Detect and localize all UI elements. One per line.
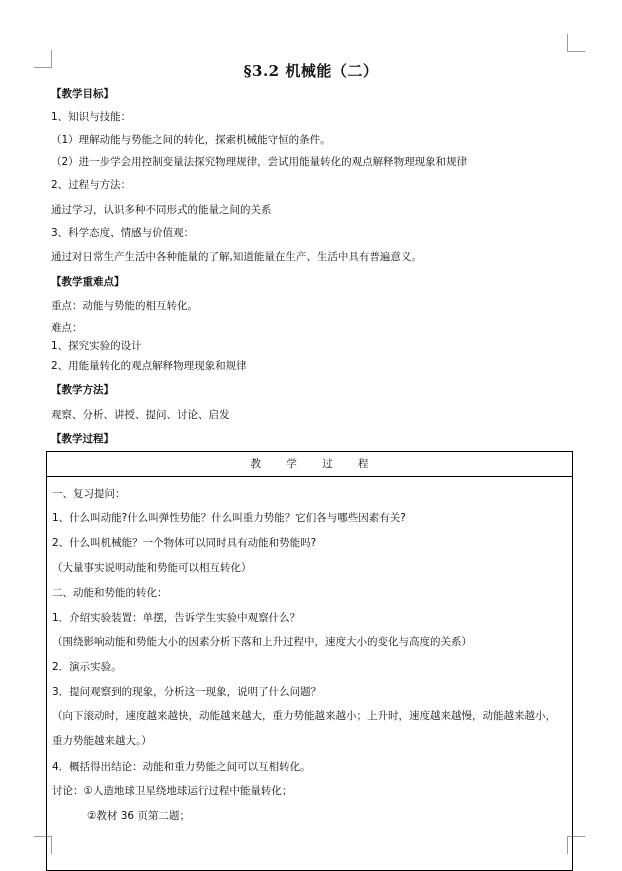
text-line: 观察、分析、讲授、提问、讨论、启发: [51, 409, 230, 421]
page-title: §3.2 机械能（二）: [243, 62, 379, 80]
teaching-process-table: [46, 451, 573, 871]
heading-teaching-methods: 【教学方法】: [51, 384, 114, 396]
text-line: 2、用能量转化的观点解释物理现象和规律: [51, 360, 247, 372]
text-line: 重点：动能与势能的相互转化。: [51, 300, 198, 312]
corner-mark-top-right: [567, 34, 585, 52]
text-line: （1）理解动能与势能之间的转化，探索机械能守恒的条件。: [51, 134, 331, 146]
table-row: （大量事实说明动能和势能可以相互转化）: [52, 562, 252, 574]
text-line: 3、科学态度、情感与价值观：: [51, 227, 195, 239]
table-row: ②教材 36 页第二题；: [87, 810, 190, 822]
table-row: （围绕影响动能和势能大小的因素分析下落和上升过程中，速度大小的变化与高度的关系）: [52, 636, 472, 648]
text-line: 1、知识与技能：: [51, 111, 132, 123]
heading-teaching-process: 【教学过程】: [51, 433, 114, 445]
table-header: 教 学 过 程: [47, 452, 572, 477]
text-line: 1、探究实验的设计: [51, 340, 142, 352]
table-row: 讨论：①人造地球卫星绕地球运行过程中能量转化；: [52, 785, 293, 797]
table-row: 1．介绍实验装置：单摆，告诉学生实验中观察什么？: [52, 612, 301, 624]
text-line: 通过学习，认识多种不同形式的能量之间的关系: [51, 204, 272, 216]
text-line: 难点：: [51, 322, 83, 334]
table-row: 一、复习提问：: [52, 488, 126, 500]
text-line: 2、过程与方法：: [51, 179, 132, 191]
table-row: 二、动能和势能的转化：: [52, 587, 168, 599]
text-line: 通过对日常生产生活中各种能量的了解,知道能量在生产、生活中具有普遍意义。: [51, 251, 422, 263]
table-row: 2．演示实验。: [52, 661, 122, 673]
table-row: 3．提问观察到的现象，分析这一现象，说明了什么问题？: [52, 686, 322, 698]
table-row: 4．概括得出结论：动能和重力势能之间可以互相转化。: [52, 761, 311, 773]
heading-key-points: 【教学重难点】: [51, 276, 125, 288]
table-row: （向下滚动时，速度越来越快，动能越来越大，重力势能越来越小；上升时，速度越来越慢，动能越来越小，重力势能越来越大。）: [52, 710, 556, 747]
text-line: （2）进一步学会用控制变量法探究物理规律，尝试用能量转化的观点解释物理现象和规律: [51, 156, 468, 168]
table-row: 2、什么叫机械能？一个物体可以同时具有动能和势能吗?: [52, 537, 317, 549]
heading-teaching-goals: 【教学目标】: [51, 88, 114, 100]
table-row: 1、什么叫动能?什么叫弹性势能？什么叫重力势能？它们各与哪些因素有关?: [52, 512, 406, 524]
